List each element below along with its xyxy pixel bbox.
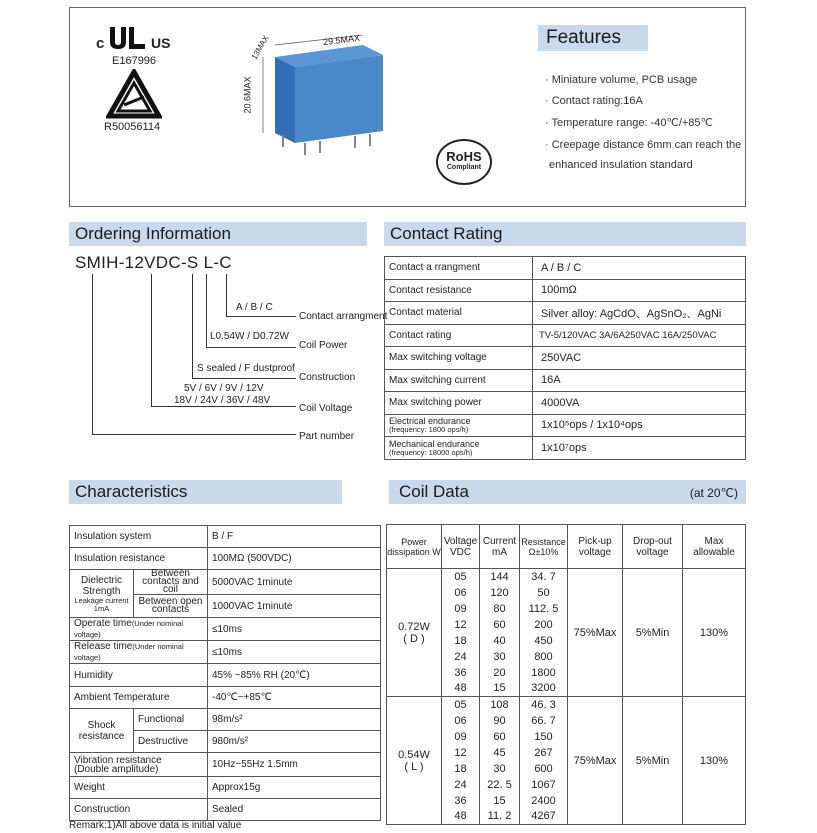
construction-options: S sealed / F dustproof xyxy=(197,363,295,374)
feature-item: enhanced insulation standard xyxy=(549,159,693,171)
table-row: 09 80 112. 5 xyxy=(387,601,746,617)
voltage-options-2: 18V / 24V / 36V / 48V xyxy=(174,395,271,406)
table-row: 24 30 800 xyxy=(387,649,746,665)
coil-voltage-label: Coil Voltage xyxy=(299,403,353,414)
ordering-title: Ordering Information xyxy=(69,222,367,246)
dim-depth: 13MAX xyxy=(249,33,271,62)
ul-file-number: E167996 xyxy=(112,55,157,67)
contact-rating-title: Contact Rating xyxy=(384,222,746,246)
table-row: Max switching power 4000VA xyxy=(385,392,746,415)
part-number-label: Part number xyxy=(299,431,355,442)
table-row: 48 15 3200 xyxy=(387,681,746,697)
table-row: 36 15 2400 xyxy=(387,793,746,809)
table-row: Contact resistance 100mΩ xyxy=(385,279,746,302)
feature-item: · Miniature volume, PCB usage xyxy=(545,74,698,86)
construction-label: Construction xyxy=(299,372,356,383)
table-row: 18 30 600 xyxy=(387,761,746,777)
contact-arrangement-label: Contact arrangment xyxy=(299,311,388,322)
features-title: Features xyxy=(538,25,648,51)
feature-item: · Contact rating:16A xyxy=(545,95,643,107)
characteristics-table: Insulation system B / F Insulation resistance 100MΩ (500VDC) Dielectric Strength Leakage current 1mA Between contacts and coil 5000VAC 1minute Between open contacts 1000VAC 1minute Operate time(Under nominal voltage) ≤10ms Release time(Under nominal voltage) ≤10ms Humidity 45% ~85% RH (20℃) Ambient Temperature -40℃~+85℃ Shock resistance Functional 98m/s² Destructive 980m/s² Vibration resistance (Double amplitude) 10Hz~55Hz 1.5mm Weight Approx15g Construction Sealed xyxy=(69,525,381,821)
table-row: Max switching current 16A xyxy=(385,369,746,392)
feature-item: · Creepage distance 6mm can reach the xyxy=(545,139,742,151)
coil-power-options: L0.54W / D0.72W xyxy=(210,331,289,342)
coil-data-title: Coil Data (at 20℃) xyxy=(389,480,746,504)
table-row: 18 40 450 xyxy=(387,633,746,649)
table-row: Contact material Silver alloy: AgCdO、AgSnO₂、AgNi xyxy=(385,302,746,325)
table-row: 06 120 50 xyxy=(387,585,746,601)
tuv-code: R50056114 xyxy=(104,121,161,133)
ul-logo: c US xyxy=(96,24,176,54)
table-row: 0.54W ( L ) 05 108 46. 3 75%Max 5%Min 130% xyxy=(387,697,746,713)
table-row: Electrical endurance (frequency: 1800 ops/h) 1x10⁵ops / 1x10⁴ops xyxy=(385,414,746,437)
table-row: 06 90 66. 7 xyxy=(387,713,746,729)
contact-options: A / B / C xyxy=(236,302,273,313)
table-row: Mechanical endurance (frequency: 18000 ops/h) 1x10⁷ops xyxy=(385,437,746,460)
features-list xyxy=(545,70,745,175)
characteristics-title: Characteristics xyxy=(69,480,342,504)
coil-data-table: Power dissipation W Voltage VDC Current mA Resistance Ω±10% Pick-up voltage Drop-out voltage Max allowable 0.72W ( D ) 05 144 34. 7 75%Max 5%Min 130% 06 120 50 09 80 112. 5 12 60 200 18 40 450 24 30 800 36 20 1800 48 15 3200 0.54W ( L ) 05 108 46. 3 75%Max 5%Min 130% 06 90 66. 7 09 60 150 12 45 267 18 30 600 24 22. 5 1067 36 15 2400 48 11. 2 4267 xyxy=(386,524,746,825)
table-row: 0.72W ( D ) 05 144 34. 7 75%Max 5%Min 130% xyxy=(387,569,746,585)
dim-height: 20.6MAX xyxy=(242,76,253,114)
ordering-code: SMIH-12VDC-S L-C xyxy=(75,253,232,272)
table-row: 12 45 267 xyxy=(387,745,746,761)
table-row: Max switching voltage 250VAC xyxy=(385,347,746,370)
relay-image xyxy=(242,32,395,160)
table-row: Contact a rrangment A / B / C xyxy=(385,257,746,280)
rohs-badge: RoHS Compliant xyxy=(436,139,492,185)
remark: Remark:1)All above data is initial value xyxy=(69,820,242,831)
contact-rating-table xyxy=(384,256,746,460)
table-row: 09 60 150 xyxy=(387,729,746,745)
feature-item: · Temperature range: -40℃/+85℃ xyxy=(545,117,713,129)
table-row: 12 60 200 xyxy=(387,617,746,633)
coil-power-label: Coil Power xyxy=(299,340,348,351)
table-row: 24 22. 5 1067 xyxy=(387,777,746,793)
dim-width: 29.5MAX xyxy=(322,32,361,48)
table-row: Contact rating TV-5/120VAC 3A/6A250VAC 16A/250VAC xyxy=(385,324,746,347)
voltage-options-1: 5V / 6V / 9V / 12V xyxy=(184,383,264,394)
tuv-triangle-icon xyxy=(106,69,162,119)
table-row: 36 20 1800 xyxy=(387,665,746,681)
table-row: 48 11. 2 4267 xyxy=(387,809,746,825)
